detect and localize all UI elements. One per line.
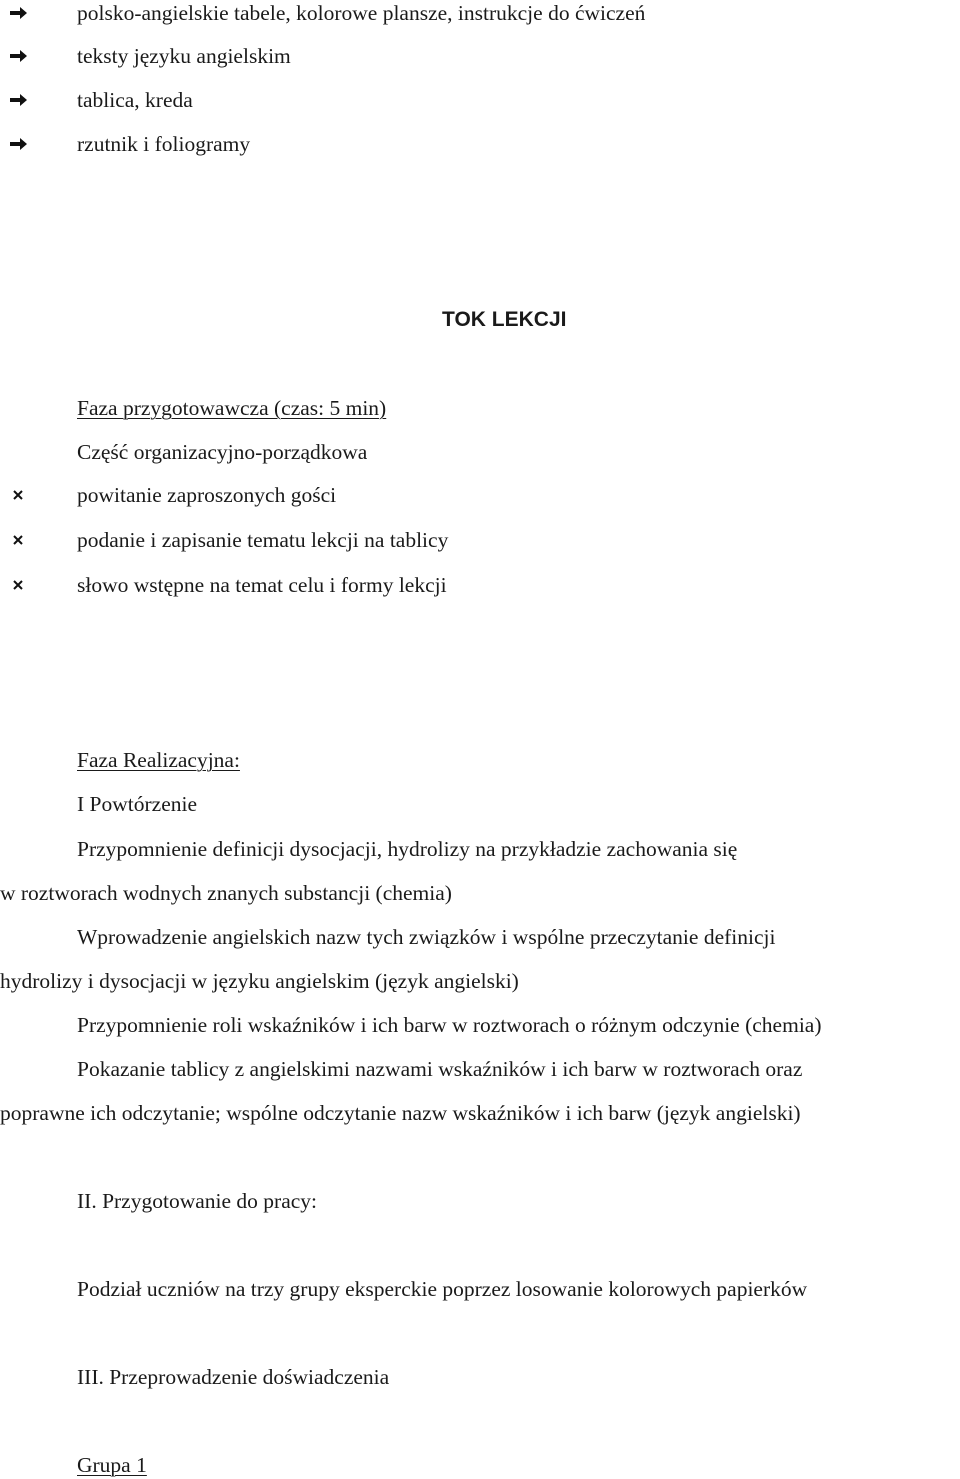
lesson-heading: TOK LEKCJI (442, 308, 567, 331)
paragraph-line: Wprowadzenie angielskich nazw tych związków i wspólne przeczytanie definicji (77, 925, 776, 949)
cross-icon (13, 580, 23, 590)
cross-icon (13, 535, 23, 545)
section-heading-2: II. Przygotowanie do pracy: (77, 1189, 318, 1213)
section-2-text: Podział uczniów na trzy grupy eksperckie poprzez losowanie kolorowych papierków (77, 1277, 808, 1301)
paragraph-line: poprawne ich odczytanie; wspólne odczytanie nazw wskaźników i ich barw (język angielski) (0, 1101, 801, 1125)
paragraph-line: Przypomnienie roli wskaźników i ich barw w roztworach o różnym odczynie (chemia) (77, 1013, 822, 1037)
section-heading-1: I Powtórzenie (77, 792, 198, 816)
prep-phase-title: Faza przygotowawcza (czas: 5 min) (77, 396, 387, 420)
arrow-right-icon (10, 49, 28, 63)
paragraph-line: hydrolizy i dysocjacji w języku angielskim (język angielski) (0, 969, 519, 993)
paragraph-line: w roztworach wodnych znanych substancji (chemia) (0, 881, 452, 905)
materials-item: rzutnik i foliogramy (77, 132, 251, 156)
cross-icon (13, 490, 23, 500)
paragraph-line: Przypomnienie definicji dysocjacji, hydrolizy na przykładzie zachowania się (77, 837, 738, 861)
materials-item: tablica, kreda (77, 88, 193, 112)
arrow-right-icon (10, 6, 28, 20)
paragraph-line: Pokazanie tablicy z angielskimi nazwami wskaźników i ich barw w roztworach oraz (77, 1057, 803, 1081)
group-heading: Grupa 1 (77, 1453, 147, 1477)
arrow-right-icon (10, 93, 28, 107)
arrow-right-icon (10, 137, 28, 151)
prep-phase-subtitle: Część organizacyjno-porządkowa (77, 440, 368, 464)
materials-item: polsko-angielskie tabele, kolorowe plansze, instrukcje do ćwiczeń (77, 1, 646, 25)
realization-title: Faza Realizacyjna: (77, 748, 240, 772)
materials-item: teksty języku angielskim (77, 44, 291, 68)
section-heading-3: III. Przeprowadzenie doświadczenia (77, 1365, 390, 1389)
prep-phase-item: słowo wstępne na temat celu i formy lekcji (77, 573, 447, 597)
prep-phase-item: podanie i zapisanie tematu lekcji na tablicy (77, 528, 449, 552)
prep-phase-item: powitanie zaproszonych gości (77, 483, 337, 507)
